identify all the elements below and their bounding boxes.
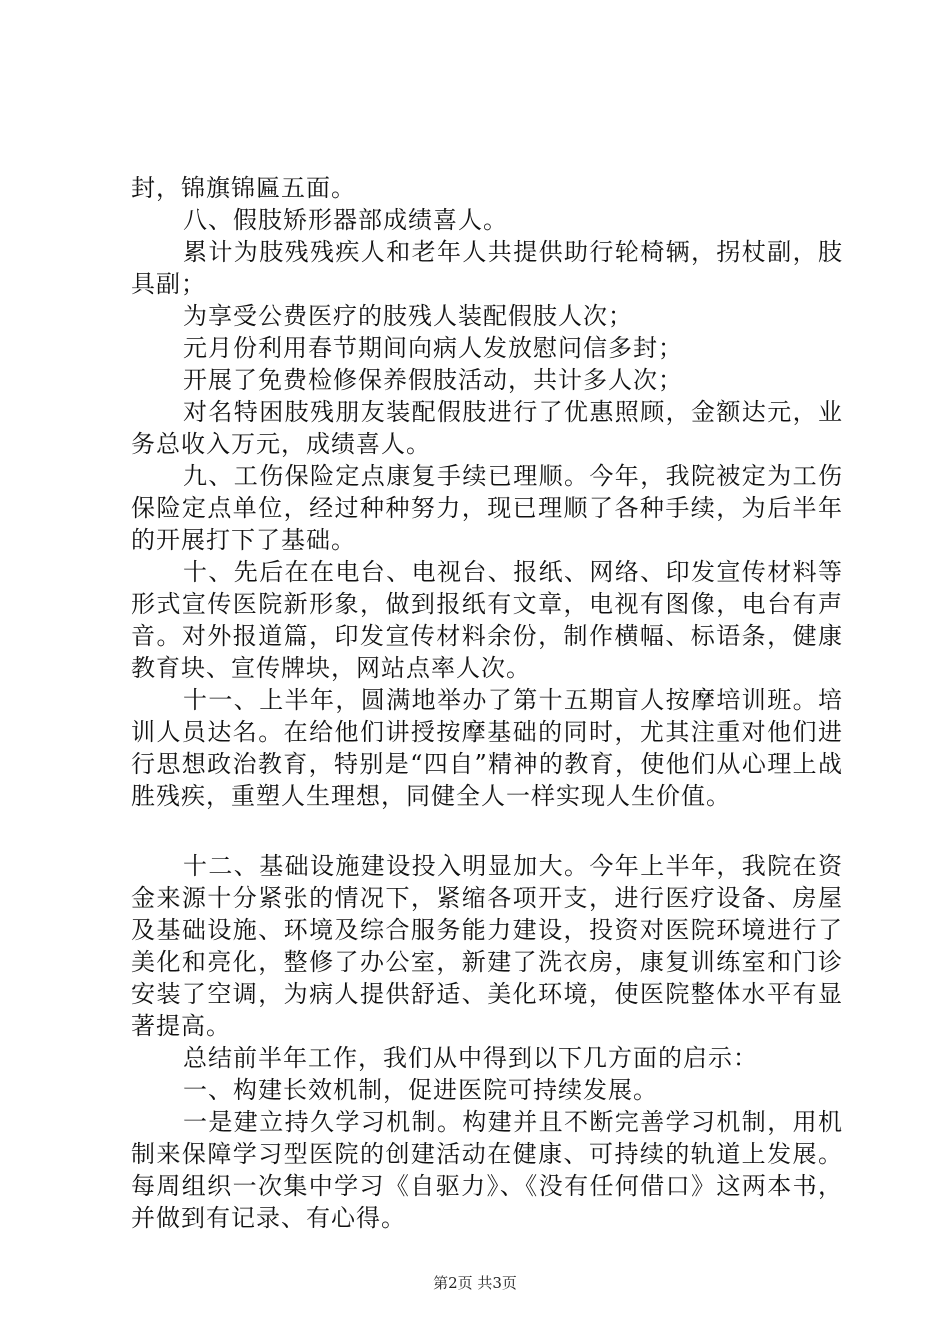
section-paragraph-9: 九、工伤保险定点康复手续已理顺。今年，我院被定为工伤保险定点单位，经过种种努力，现已理顺了各种手续，为后半年的开展打下了基础。 (131, 462, 843, 554)
section-paragraph-11: 十一、上半年，圆满地举办了第十五期盲人按摩培训班。培训人员达名。在给他们讲授按摩基础的同时，尤其注重对他们进行思想政治教育，特别是“四自”精神的教育，使他们从心理上战胜残疾，重塑人生理想，同健全人一样实现人生价值。 (131, 686, 843, 810)
paragraph: 元月份利用春节期间向病人发放慰问信多封； (183, 334, 683, 362)
summary-intro: 总结前半年工作，我们从中得到以下几方面的启示： (183, 1044, 758, 1072)
section-paragraph-10: 十、先后在在电台、电视台、报纸、网络、印发宣传材料等形式宣传医院新形象，做到报纸有文章，电视有图像，电台有声音。对外报道篇，印发宣传材料余份，制作横幅、标语条，健康教育块、宣传牌块，网站点率人次。 (131, 558, 843, 682)
document-body (131, 172, 843, 1234)
paragraph-continuation: 封，锦旗锦匾五面。 (131, 174, 356, 202)
page-number-footer: 第2页 共3页 (433, 1274, 517, 1292)
paragraph: 开展了免费检修保养假肢活动，共计多人次； (183, 366, 683, 394)
paragraph: 对名特困肢残朋友装配假肢进行了优惠照顾，金额达元，业务总收入万元，成绩喜人。 (131, 398, 843, 458)
paragraph: 为享受公费医疗的肢残人装配假肢人次； (183, 302, 633, 330)
paragraph: 一是建立持久学习机制。构建并且不断完善学习机制，用机制来保障学习型医院的创建活动在健康、可持续的轨道上发展。每周组织一次集中学习《自驱力》、《没有任何借口》这两本书，并做到有记录、有心得。 (131, 1108, 843, 1232)
paragraph: 累计为肢残残疾人和老年人共提供助行轮椅辆，拐杖副，肢具副； (131, 238, 843, 298)
section-heading-8: 八、假肢矫形器部成绩喜人。 (183, 206, 508, 234)
insight-heading-1: 一、构建长效机制，促进医院可持续发展。 (183, 1076, 658, 1104)
section-paragraph-12: 十二、基础设施建设投入明显加大。今年上半年，我院在资金来源十分紧张的情况下，紧缩各项开支，进行医疗设备、房屋及基础设施、环境及综合服务能力建设，投资对医院环境进行了美化和亮化，整修了办公室，新建了洗衣房，康复训练室和门诊安装了空调，为病人提供舒适、美化环境，使医院整体水平有显著提高。 (131, 852, 843, 1040)
